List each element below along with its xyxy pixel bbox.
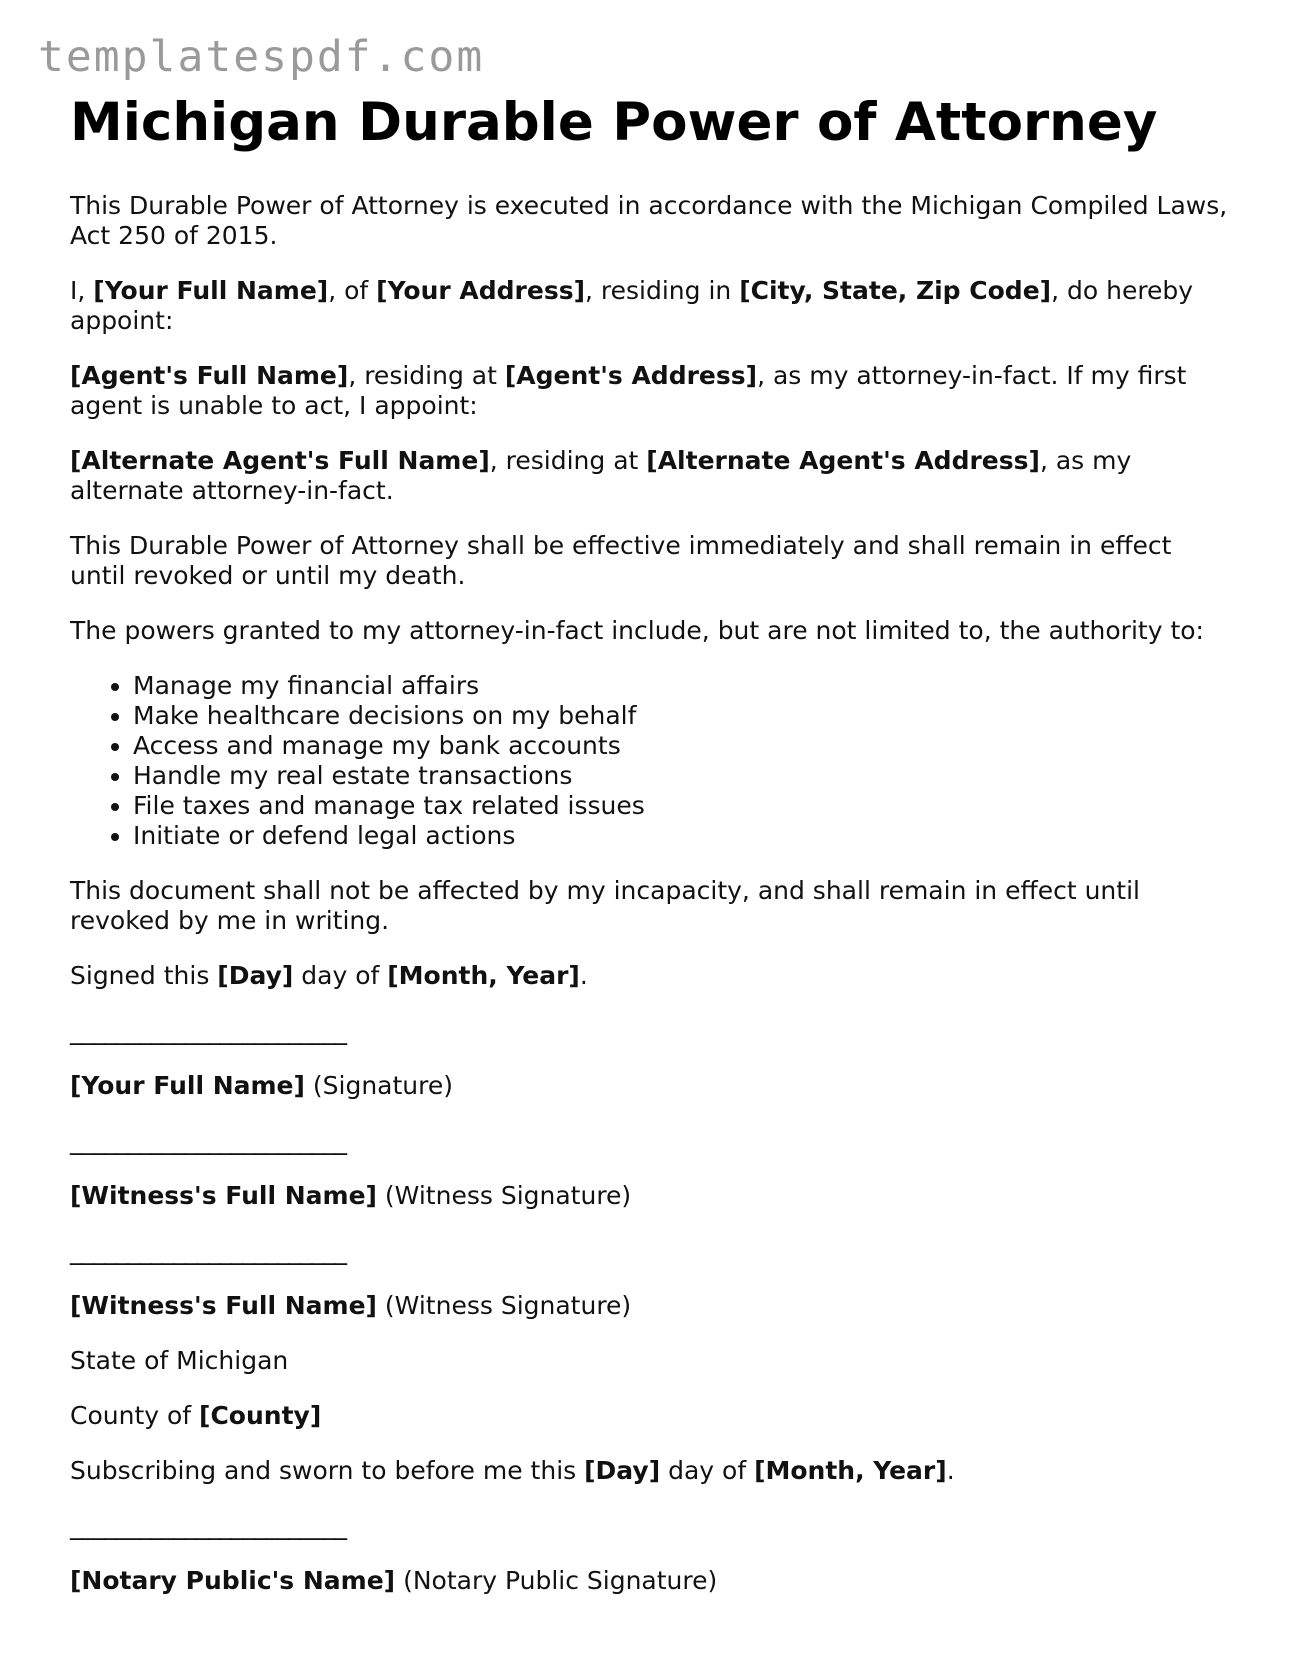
witness-name-placeholder: [Witness's Full Name] <box>70 1181 377 1210</box>
watermark: templatespdf.com <box>38 32 485 82</box>
day-placeholder: [Day] <box>584 1456 661 1485</box>
text: I, <box>70 276 94 305</box>
text: , as my alternate attorney-in-fact. <box>70 446 1132 505</box>
signature-line: ________________________ <box>70 1236 346 1265</box>
text: (Notary Public Signature) <box>395 1566 718 1595</box>
day-placeholder: [Day] <box>217 961 294 990</box>
text: Subscribing and sworn to before me this <box>70 1456 585 1485</box>
text: (Signature) <box>304 1071 453 1100</box>
alternate-agent-address-placeholder: [Alternate Agent's Address] <box>646 446 1040 475</box>
text: . <box>946 1456 955 1485</box>
list-item: • Initiate or defend legal actions <box>133 821 1230 851</box>
list-item: • Manage my financial affairs <box>133 671 1230 701</box>
incapacity-paragraph: This document shall not be affected by my incapacity, and shall remain in effect until revoked by me in writing. <box>70 876 1140 935</box>
agent-address-placeholder: [Agent's Address] <box>504 361 758 390</box>
county-line <box>70 1401 1230 1431</box>
text: day of <box>293 961 388 990</box>
principal-address-placeholder: [Your Address] <box>376 276 586 305</box>
principal-name-placeholder: [Your Full Name] <box>93 276 329 305</box>
text: (Witness Signature) <box>376 1181 632 1210</box>
signed-date-line <box>70 961 1230 991</box>
powers-intro: The powers granted to my attorney-in-fact include, but are not limited to, the authority to: <box>70 616 1204 645</box>
page-title: Michigan Durable Power of Attorney <box>70 92 1158 153</box>
principal-city-placeholder: [City, State, Zip Code] <box>739 276 1052 305</box>
powers-list <box>70 671 1230 851</box>
sworn-line <box>70 1456 1230 1486</box>
notary-name-placeholder: [Notary Public's Name] <box>70 1566 396 1595</box>
witness-signature-caption <box>70 1291 1230 1321</box>
list-item: • Handle my real estate transactions <box>133 761 1230 791</box>
text: , residing in <box>585 276 740 305</box>
appointment-paragraph <box>70 276 1230 336</box>
text: , of <box>328 276 377 305</box>
alternate-agent-name-placeholder: [Alternate Agent's Full Name] <box>70 446 490 475</box>
text: , residing at <box>489 446 647 475</box>
document-page <box>70 90 1230 1621</box>
state-line: State of Michigan <box>70 1346 289 1375</box>
witness-signature-caption <box>70 1181 1230 1211</box>
month-year-placeholder: [Month, Year] <box>754 1456 947 1485</box>
month-year-placeholder: [Month, Year] <box>387 961 580 990</box>
notary-signature-caption <box>70 1566 1230 1596</box>
text: , residing at <box>348 361 505 390</box>
agent-name-placeholder: [Agent's Full Name] <box>70 361 349 390</box>
alternate-agent-paragraph <box>70 446 1230 506</box>
text: Signed this <box>70 961 218 990</box>
witness-name-placeholder: [Witness's Full Name] <box>70 1291 377 1320</box>
text: , do hereby appoint: <box>70 276 1194 335</box>
text: (Witness Signature) <box>376 1291 632 1320</box>
agent-paragraph <box>70 361 1230 421</box>
list-item: • Make healthcare decisions on my behalf <box>133 701 1230 731</box>
principal-name-placeholder: [Your Full Name] <box>70 1071 305 1100</box>
text: . <box>579 961 588 990</box>
text: , as my attorney-in-fact. If my first agent is unable to act, I appoint: <box>70 361 1187 420</box>
text: County of <box>70 1401 200 1430</box>
intro-paragraph: This Durable Power of Attorney is executed in accordance with the Michigan Compiled Laws, Act 250 of 2015. <box>70 191 1228 250</box>
list-item: • File taxes and manage tax related issues <box>133 791 1230 821</box>
signature-line: ________________________ <box>70 1511 346 1540</box>
text: day of <box>660 1456 755 1485</box>
signature-line: ________________________ <box>70 1126 346 1155</box>
list-item: • Access and manage my bank accounts <box>133 731 1230 761</box>
effective-paragraph: This Durable Power of Attorney shall be effective immediately and shall remain in effect until revoked or until my death. <box>70 531 1172 590</box>
signature-line: ________________________ <box>70 1016 346 1045</box>
county-placeholder: [County] <box>199 1401 322 1430</box>
principal-signature-caption <box>70 1071 1230 1101</box>
